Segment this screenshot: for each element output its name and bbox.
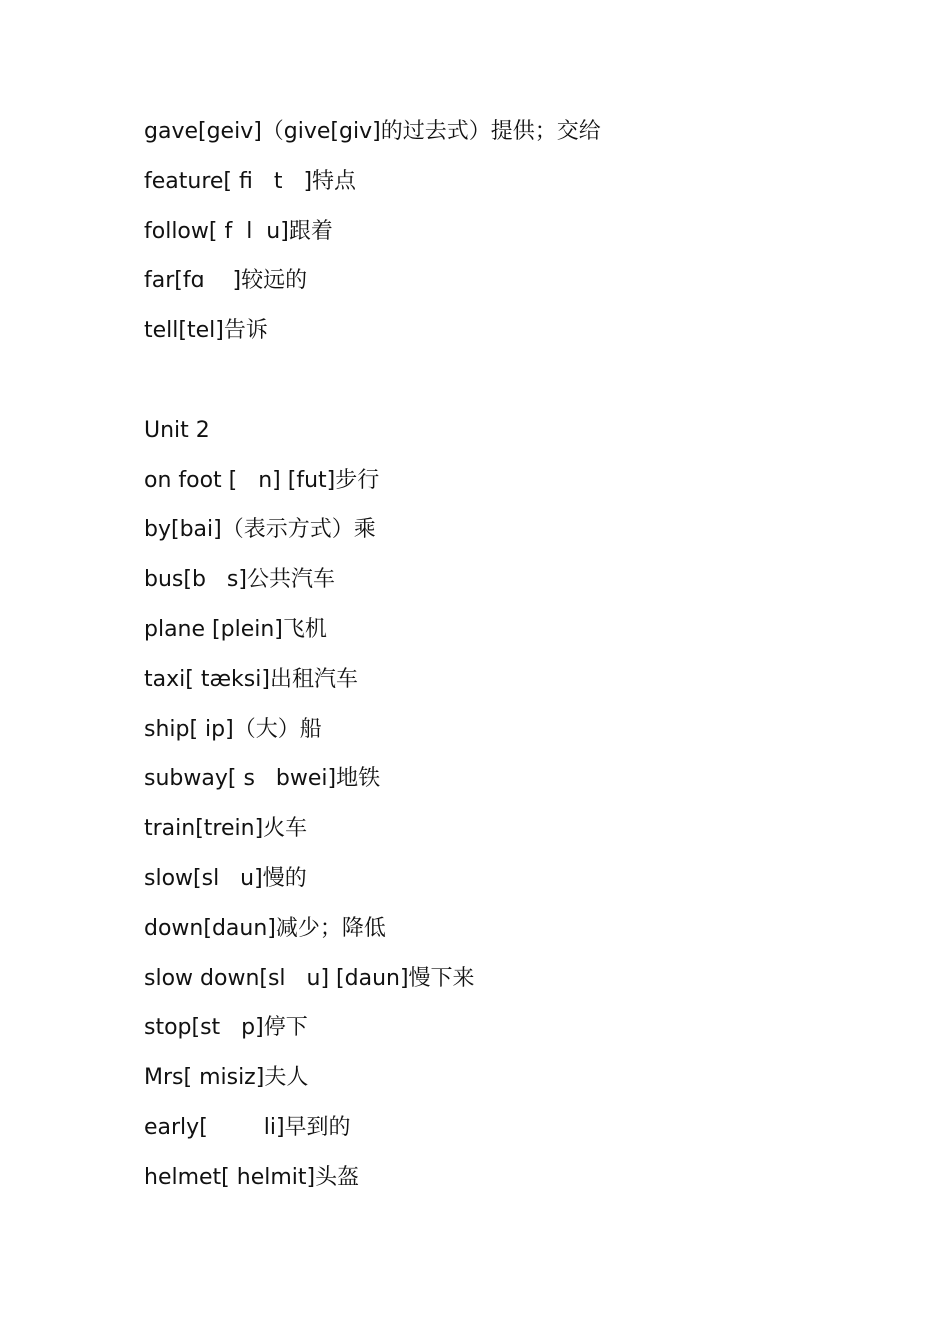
- vocab-line: plane [plein]飞机: [144, 616, 327, 642]
- vocab-line: ship[ ip]（大）船: [144, 716, 322, 742]
- vocab-line: Mrs[ misiz]夫人: [144, 1065, 309, 1091]
- vocab-line: tell[tel]告诉: [144, 318, 268, 344]
- vocab-line: slow down[sl u] [daun]慢下来: [144, 965, 475, 991]
- vocab-line: slow[sl u]慢的: [144, 865, 307, 891]
- vocab-line: feature[ fi t ]特点: [144, 168, 357, 194]
- vocab-line: on foot [ n] [fut]步行: [144, 467, 380, 493]
- vocab-line: subway[ s bwei]地铁: [144, 766, 381, 792]
- vocab-line: down[daun]减少；降低: [144, 915, 386, 941]
- vocab-line: taxi[ tæksi]出租汽车: [144, 666, 358, 692]
- vocab-line: early[ li]早到的: [144, 1114, 351, 1140]
- vocab-line: bus[b s]公共汽车: [144, 567, 335, 593]
- section-gap: [144, 361, 844, 411]
- vocab-line: stop[st p]停下: [144, 1015, 308, 1041]
- vocabulary-list: [144, 112, 844, 1208]
- vocab-line: train[trein]火车: [144, 816, 308, 842]
- vocab-line: by[bai]（表示方式）乘: [144, 517, 376, 543]
- vocab-line: follow[ f l u]跟着: [144, 218, 333, 244]
- unit-heading: Unit 2: [144, 417, 210, 443]
- vocab-line: helmet[ helmit]头盔: [144, 1164, 360, 1190]
- vocab-line: gave[geiv]（give[giv]的过去式）提供；交给: [144, 119, 601, 144]
- vocab-line: far[fɑ ]较远的: [144, 268, 308, 294]
